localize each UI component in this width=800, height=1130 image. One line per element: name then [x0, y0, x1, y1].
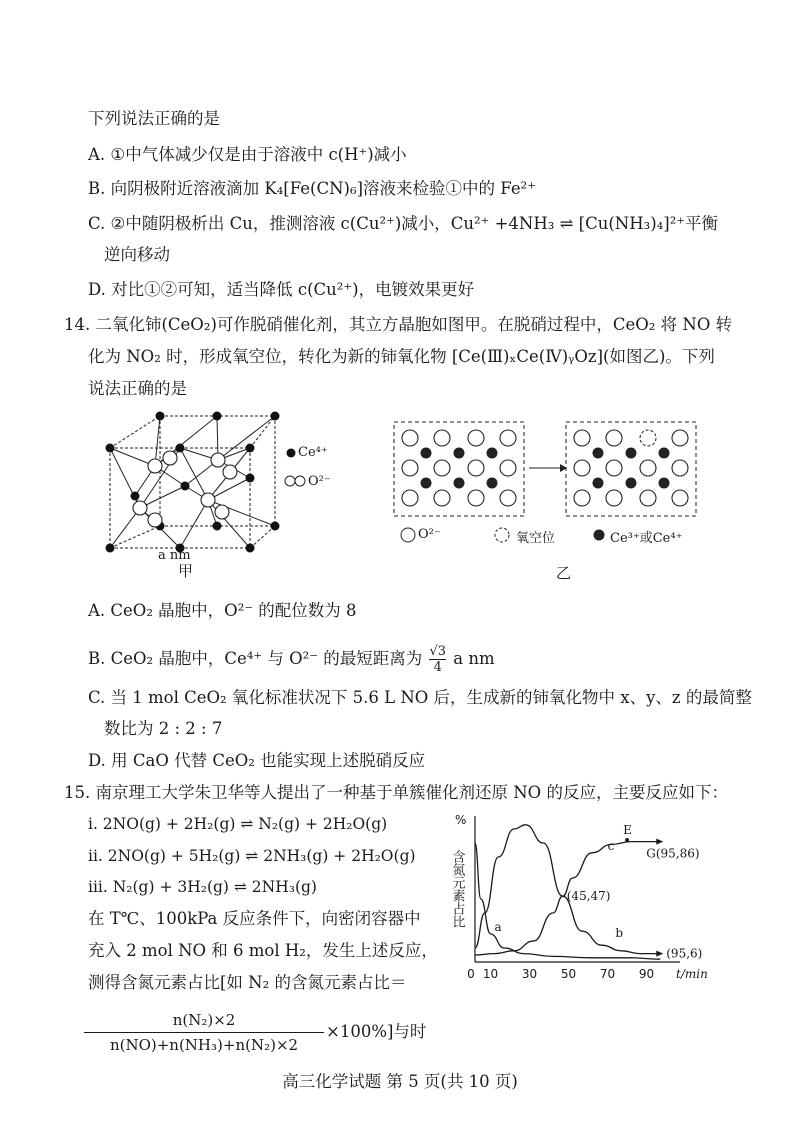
q14-option-c: C. 当 1 mol CeO₂ 氧化标准状况下 5.6 L NO 后，生成新的铈氧化物中 x、y、z 的最简整	[88, 688, 752, 707]
yi-legend-ce: Ce³⁺或Ce⁴⁺	[610, 531, 683, 546]
q14-option-b-prefix: B. CeO₂ 晶胞中，Ce⁴⁺ 与 O²⁻ 的最短距离为	[88, 649, 423, 668]
q14-option-b	[88, 644, 495, 675]
q14-option-c-cont: 数比为 2 : 2 : 7	[104, 719, 223, 738]
annotation-end-label: (95,6)	[666, 946, 703, 961]
yi-legend-o2-dot	[400, 527, 416, 543]
four-den: 4	[433, 660, 442, 675]
fraction-denominator: n(NO)+n(NH₃)+n(N₂)×2	[109, 1036, 299, 1054]
q13-option-d: D. 对比①②可知，适当降低 c(Cu²⁺)，电镀效果更好	[88, 280, 475, 299]
fraction-numerator: n(N₂)×2	[172, 1011, 236, 1029]
annotation-g-arrow	[656, 839, 663, 845]
sqrt3-num: √3	[429, 644, 447, 659]
figure-jia-caption: 甲	[178, 562, 194, 580]
ce4-legend-dot	[286, 448, 296, 458]
annotation-e-point	[625, 838, 629, 842]
q14-stem-line1: 14. 二氧化铈(CeO₂)可作脱硝催化剂，其立方晶胞如图甲。在脱硝过程中，CeO₂ 将 NO 转	[64, 315, 733, 334]
series-a-label: a	[494, 920, 502, 935]
q15-text-line1: 在 T℃、100kPa 反应条件下，向密闭容器中	[88, 909, 421, 928]
yi-legend-vacancy: 氧空位	[516, 531, 556, 546]
x-tick-label-3: 50	[560, 967, 577, 981]
q13-option-c: C. ②中随阴极析出 Cu，推测溶液 c(Cu²⁺)减小，Cu²⁺ +4NH₃ ⇌ [Cu(NH₃)₄]²⁺平衡	[88, 214, 719, 233]
figure-yi-vacancy	[392, 420, 722, 520]
q13-option-b: B. 向阴极附近溶液滴加 K₄[Fe(CN)₆]溶液来检验①中的 Fe²⁺	[88, 179, 536, 198]
nitrogen-ratio-chart	[445, 812, 745, 1002]
legend-ce4-label: Ce⁴⁺	[298, 445, 328, 460]
q15-stem: 15. 南京理工大学朱卫华等人提出了一种基于单簇催化剂还原 NO 的反应，主要反应如下：	[64, 783, 728, 802]
q13-option-a: A. ①中气体减少仅是由于溶液中 c(H⁺)减小	[88, 145, 407, 164]
yi-legend-ce-dot	[592, 528, 606, 542]
reaction-iii: iii. N₂(g) + 3H₂(g) ⇌ 2NH₃(g)	[88, 878, 317, 896]
q14-stem-line3: 说法正确的是	[88, 379, 187, 398]
annotation-cross-label: (45,47)	[566, 889, 611, 904]
q14-option-b-suffix: a nm	[453, 649, 495, 668]
q13-option-c-cont: 逆向移动	[104, 245, 170, 264]
q15-text-line2: 充入 2 mol NO 和 6 mol H₂，发生上述反应，	[88, 941, 438, 960]
fraction-tail: ×100%]与时	[326, 1022, 427, 1041]
figure-yi-caption: 乙	[556, 564, 572, 582]
q14-option-a: A. CeO₂ 晶胞中，O²⁻ 的配位数为 8	[88, 601, 357, 620]
fraction-bar	[84, 1032, 324, 1033]
reaction-i: i. 2NO(g) + 2H₂(g) ⇌ N₂(g) + 2H₂O(g)	[88, 815, 388, 833]
q14-stem-line2: 化为 NO₂ 时，形成氧空位，转化为新的铈氧化物 [Ce(Ⅲ)ₓCe(Ⅳ)ᵧOz](如图乙)。下列	[88, 347, 715, 366]
o2-legend-dot	[284, 475, 306, 487]
x-tick-label-1: 10	[482, 967, 499, 981]
q14-option-d: D. 用 CaO 代替 CeO₂ 也能实现上述脱硝反应	[88, 751, 426, 770]
annotation-e-label: E	[623, 823, 632, 837]
x-axis-label: t/min	[676, 967, 708, 981]
x-tick-label-2: 30	[521, 967, 538, 981]
series-b-label: b	[615, 925, 624, 940]
annotation-end-arrow	[656, 951, 663, 957]
q14-option-b-fraction	[429, 644, 446, 675]
y-axis-label: 含氮元素占比	[449, 850, 465, 928]
page-footer: 高三化学试题 第 5 页(共 10 页)	[282, 1072, 518, 1091]
series-c-label: c	[607, 839, 615, 853]
y-unit-label: %	[455, 813, 467, 827]
legend-o2-label: O²⁻	[308, 474, 331, 489]
cell-edge-label: a nm	[158, 548, 191, 563]
reaction-ii: ii. 2NO(g) + 5H₂(g) ⇌ 2NH₃(g) + 2H₂O(g)	[88, 847, 416, 865]
figure-jia-crystal-cell	[100, 408, 300, 568]
annotation-g-label: G(95,86)	[646, 846, 700, 861]
x-tick-label-0: 0	[467, 967, 475, 981]
x-tick-label-4: 70	[599, 967, 616, 981]
x-tick-label-5: 90	[638, 967, 655, 981]
q13-stem: 下列说法正确的是	[88, 109, 220, 128]
q15-text-line3: 测得含氮元素占比[如 N₂ 的含氮元素占比＝	[88, 973, 407, 992]
nitrogen-ratio-fraction	[84, 1010, 324, 1055]
yi-legend-o2: O²⁻	[418, 527, 441, 542]
yi-legend-vacancy-dot	[494, 527, 510, 543]
